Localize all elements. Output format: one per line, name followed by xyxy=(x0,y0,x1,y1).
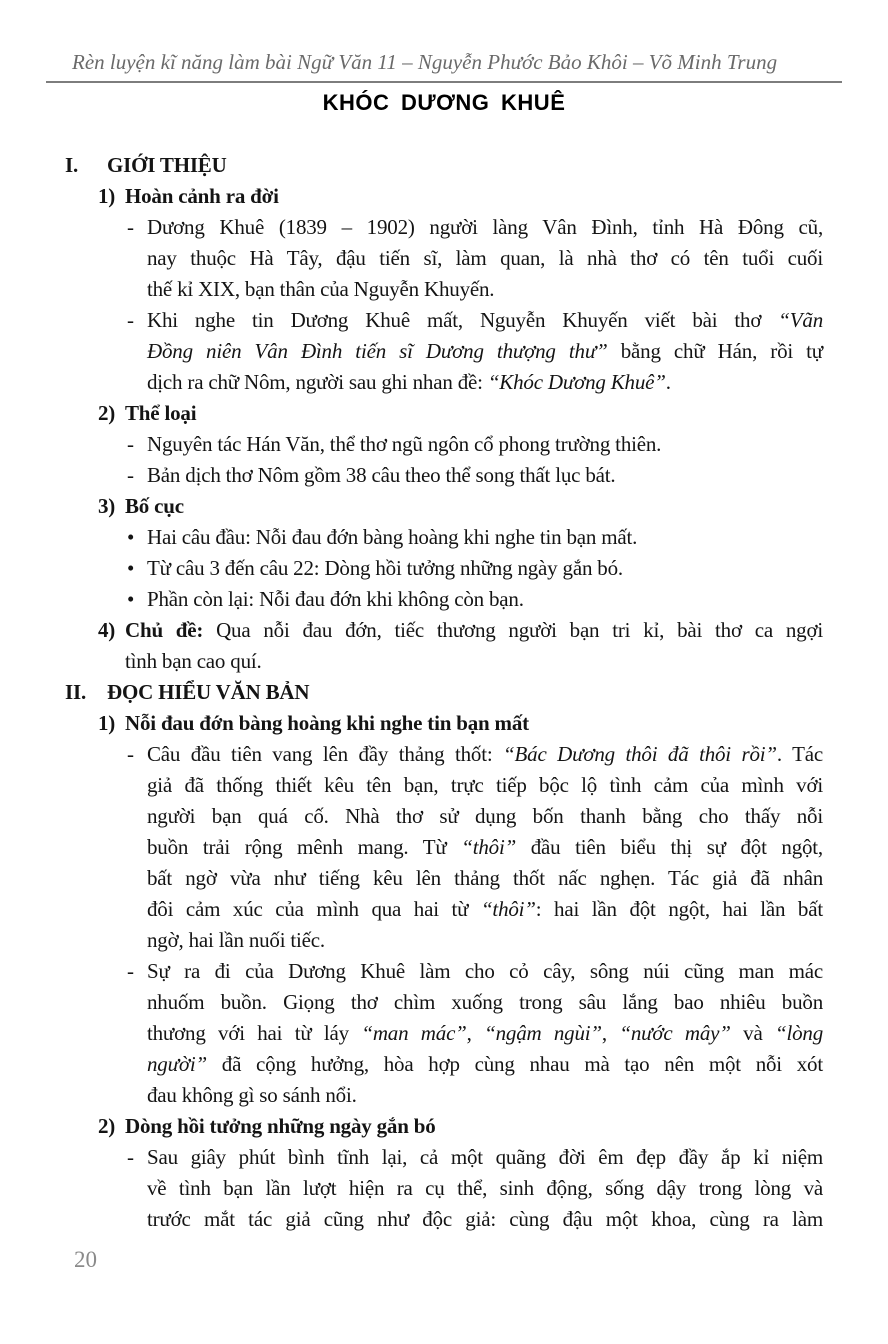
text-line xyxy=(147,522,823,553)
running-header xyxy=(46,50,842,83)
text-run: về tình bạn lần lượt hiện ra cụ thể, sinh động, sống dậy trong lòng và xyxy=(147,1176,823,1200)
item-4-chu-de xyxy=(63,615,823,677)
text-column xyxy=(147,956,823,1111)
dash-item xyxy=(63,460,823,491)
text-column xyxy=(147,553,823,584)
text-column xyxy=(147,1142,823,1235)
text-run: thế kỉ XIX, bạn thân của Nguyễn Khuyến. xyxy=(147,277,495,301)
text-line xyxy=(147,832,823,863)
text-run: Phần còn lại: Nỗi đau đớn khi không còn bạn. xyxy=(147,587,524,611)
text-run: Sau giây phút bình tĩnh lại, cả một quãng đời êm đẹp đầy ắp kỉ niệm xyxy=(147,1145,823,1169)
text-line xyxy=(147,305,823,336)
text-run: . xyxy=(665,370,671,394)
text-line xyxy=(147,1173,823,1204)
text-line xyxy=(125,615,823,646)
text-line xyxy=(147,336,823,367)
text-run: “nước mây” xyxy=(619,1021,731,1045)
text-run: Câu đầu tiên vang lên đầy thảng thốt: xyxy=(147,742,504,766)
text-line xyxy=(147,212,823,243)
text-run: GIỚI THIỆU xyxy=(107,153,227,177)
list-marker: I. xyxy=(65,153,79,177)
text-run: Hoàn cảnh ra đời xyxy=(125,184,279,208)
text-run: buồn trải rộng mênh mang. Từ xyxy=(147,835,462,859)
item-3-bo-cuc xyxy=(63,491,823,522)
text-line xyxy=(147,863,823,894)
text-line xyxy=(125,491,823,522)
text-run: “Vãn xyxy=(778,308,823,332)
text-line xyxy=(147,1142,823,1173)
item-2-the-loai xyxy=(63,398,823,429)
dash-item xyxy=(63,956,823,1111)
dash-item xyxy=(63,305,823,398)
text-run: tình bạn cao quí. xyxy=(125,649,262,673)
text-column xyxy=(147,460,823,491)
list-marker: - xyxy=(127,432,134,456)
text-column xyxy=(147,305,823,398)
text-run: “thôi” xyxy=(461,835,517,859)
text-run: Bố cục xyxy=(125,494,184,518)
dash-item xyxy=(63,429,823,460)
list-marker: 1) xyxy=(98,711,116,735)
text-line xyxy=(147,739,823,770)
dash-item xyxy=(63,212,823,305)
text-column xyxy=(147,212,823,305)
text-run: đau không gì so sánh nổi. xyxy=(147,1083,357,1107)
text-column xyxy=(147,522,823,553)
text-line xyxy=(147,274,823,305)
text-run: Từ câu 3 đến câu 22: Dòng hồi tưởng những ngày gắn bó. xyxy=(147,556,623,580)
text-run: Nỗi đau đớn bàng hoàng khi nghe tin bạn mất xyxy=(125,711,529,735)
text-run: Khi nghe tin Dương Khuê mất, Nguyễn Khuyến viết bài thơ xyxy=(147,308,779,332)
text-run: đầu tiên biểu thị sự đột ngột, xyxy=(516,835,823,859)
text-line xyxy=(147,770,823,801)
text-line xyxy=(147,925,823,956)
text-line xyxy=(125,1111,823,1142)
text-run: , xyxy=(466,1021,485,1045)
list-marker: • xyxy=(127,525,135,549)
text-run: nay thuộc Hà Tây, đậu tiến sĩ, làm quan, là nhà thơ có tên tuổi cuối xyxy=(147,246,823,270)
text-run: đã cộng hưởng, hòa hợp cùng nhau mà tạo nên một nỗi xót xyxy=(206,1052,823,1076)
text-run: Qua nỗi đau đớn, tiếc thương người bạn tri kỉ, bài thơ ca ngợi xyxy=(216,618,823,642)
text-run: Chủ đề: xyxy=(125,618,217,642)
text-line xyxy=(147,367,823,398)
text-line xyxy=(125,181,823,212)
text-line xyxy=(147,801,823,832)
section-ii-doc-hieu-van-ban xyxy=(63,677,823,708)
text-column xyxy=(125,398,823,429)
bullet-item xyxy=(63,584,823,615)
list-marker: - xyxy=(127,1145,134,1169)
list-marker: - xyxy=(127,959,134,983)
bullet-item xyxy=(63,522,823,553)
text-line xyxy=(147,1018,823,1049)
text-run: trước mắt tác giả cũng như độc giả: cùng đậu một khoa, cùng ra làm xyxy=(147,1207,823,1231)
text-line xyxy=(147,987,823,1018)
text-run: người” xyxy=(147,1052,207,1076)
text-line xyxy=(147,243,823,274)
dash-item xyxy=(63,739,823,956)
text-run: Bản dịch thơ Nôm gồm 38 câu theo thể song thất lục bát. xyxy=(147,463,616,487)
item-1-noi-dau-don xyxy=(63,708,823,739)
text-run: Dương Khuê (1839 – 1902) người làng Vân Đình, tỉnh Hà Đông cũ, xyxy=(147,215,823,239)
item-2-dong-hoi-tuong xyxy=(63,1111,823,1142)
text-run: Dòng hồi tưởng những ngày gắn bó xyxy=(125,1114,436,1138)
running-header-text: Rèn luyện kĩ năng làm bài Ngữ Văn 11 – Nguyễn Phước Bảo Khôi – Võ Minh Trung xyxy=(72,50,778,74)
text-run: Sự ra đi của Dương Khuê làm cho cỏ cây, sông núi cũng man mác xyxy=(147,959,823,983)
text-run: : hai lần đột ngột, hai lần bất xyxy=(535,897,823,921)
text-line xyxy=(125,708,823,739)
text-line xyxy=(147,894,823,925)
text-run: , xyxy=(601,1021,620,1045)
text-run: người bạn quá cố. Nhà thơ sử dụng bốn thanh bằng cho thấy nỗi xyxy=(147,804,823,828)
text-column xyxy=(107,150,823,181)
text-run: và xyxy=(730,1021,775,1045)
text-line xyxy=(147,1080,823,1111)
text-column xyxy=(125,708,823,739)
text-run: “ngậm ngùi” xyxy=(484,1021,602,1045)
text-line xyxy=(147,956,823,987)
text-line xyxy=(147,553,823,584)
text-run: Đồng niên Vân Đình tiến sĩ Dương thượng thư” xyxy=(147,339,608,363)
text-column xyxy=(125,491,823,522)
item-1-hoan-canh-ra-doi xyxy=(63,181,823,212)
bullet-item xyxy=(63,553,823,584)
list-marker: • xyxy=(127,556,135,580)
text-run: “thôi” xyxy=(480,897,536,921)
text-run: Thể loại xyxy=(125,401,197,425)
list-marker: II. xyxy=(65,680,86,704)
text-line xyxy=(107,677,823,708)
text-line xyxy=(107,150,823,181)
text-run: “man mác” xyxy=(361,1021,467,1045)
text-line xyxy=(147,1049,823,1080)
text-run: “Bác Dương thôi đã thôi rồi” xyxy=(503,742,777,766)
text-line xyxy=(147,1204,823,1235)
text-run: dịch ra chữ Nôm, người sau ghi nhan đề: xyxy=(147,370,488,394)
page-title: KHÓC DƯƠNG KHUÊ xyxy=(322,90,566,115)
document-body xyxy=(63,150,823,1235)
list-marker: 1) xyxy=(98,184,116,208)
text-run: ĐỌC HIỂU VĂN BẢN xyxy=(107,680,310,704)
text-run: Hai câu đầu: Nỗi đau đớn bàng hoàng khi nghe tin bạn mất. xyxy=(147,525,638,549)
list-marker: 2) xyxy=(98,401,116,425)
list-marker: - xyxy=(127,308,134,332)
text-run: bất ngờ vừa như tiếng kêu lên thảng thốt nấc nghẹn. Tác giả đã nhân xyxy=(147,866,823,890)
text-column xyxy=(125,615,823,677)
section-i-gioi-thieu xyxy=(63,150,823,181)
text-column xyxy=(125,1111,823,1142)
list-marker: 3) xyxy=(98,494,116,518)
page-number: 20 xyxy=(74,1247,97,1272)
text-run: nhuốm buồn. Giọng thơ chìm xuống trong sâu lắng bao nhiêu buồn xyxy=(147,990,823,1014)
text-line xyxy=(125,646,823,677)
text-column xyxy=(125,181,823,212)
text-line xyxy=(147,584,823,615)
text-run: Nguyên tác Hán Văn, thể thơ ngũ ngôn cổ phong trường thiên. xyxy=(147,432,662,456)
list-marker: - xyxy=(127,742,134,766)
text-column xyxy=(147,739,823,956)
list-marker: - xyxy=(127,215,134,239)
text-run: thương với hai từ láy xyxy=(147,1021,362,1045)
list-marker: • xyxy=(127,587,135,611)
text-line xyxy=(147,429,823,460)
text-run: . Tác xyxy=(776,742,823,766)
text-line xyxy=(147,460,823,491)
text-run: giả đã thống thiết kêu tên bạn, trực tiếp bộc lộ tình cảm của mình với xyxy=(147,773,823,797)
text-line xyxy=(125,398,823,429)
list-marker: 4) xyxy=(98,618,116,642)
list-marker: - xyxy=(127,463,134,487)
text-column xyxy=(107,677,823,708)
dash-item xyxy=(63,1142,823,1235)
text-run: bằng chữ Hán, rồi tự xyxy=(607,339,823,363)
text-column xyxy=(147,584,823,615)
text-run: “lòng xyxy=(774,1021,823,1045)
text-run: đôi cảm xúc của mình qua hai từ xyxy=(147,897,481,921)
text-run: “Khóc Dương Khuê” xyxy=(487,370,666,394)
text-run: ngờ, hai lần nuối tiếc. xyxy=(147,928,325,952)
text-column xyxy=(147,429,823,460)
list-marker: 2) xyxy=(98,1114,116,1138)
